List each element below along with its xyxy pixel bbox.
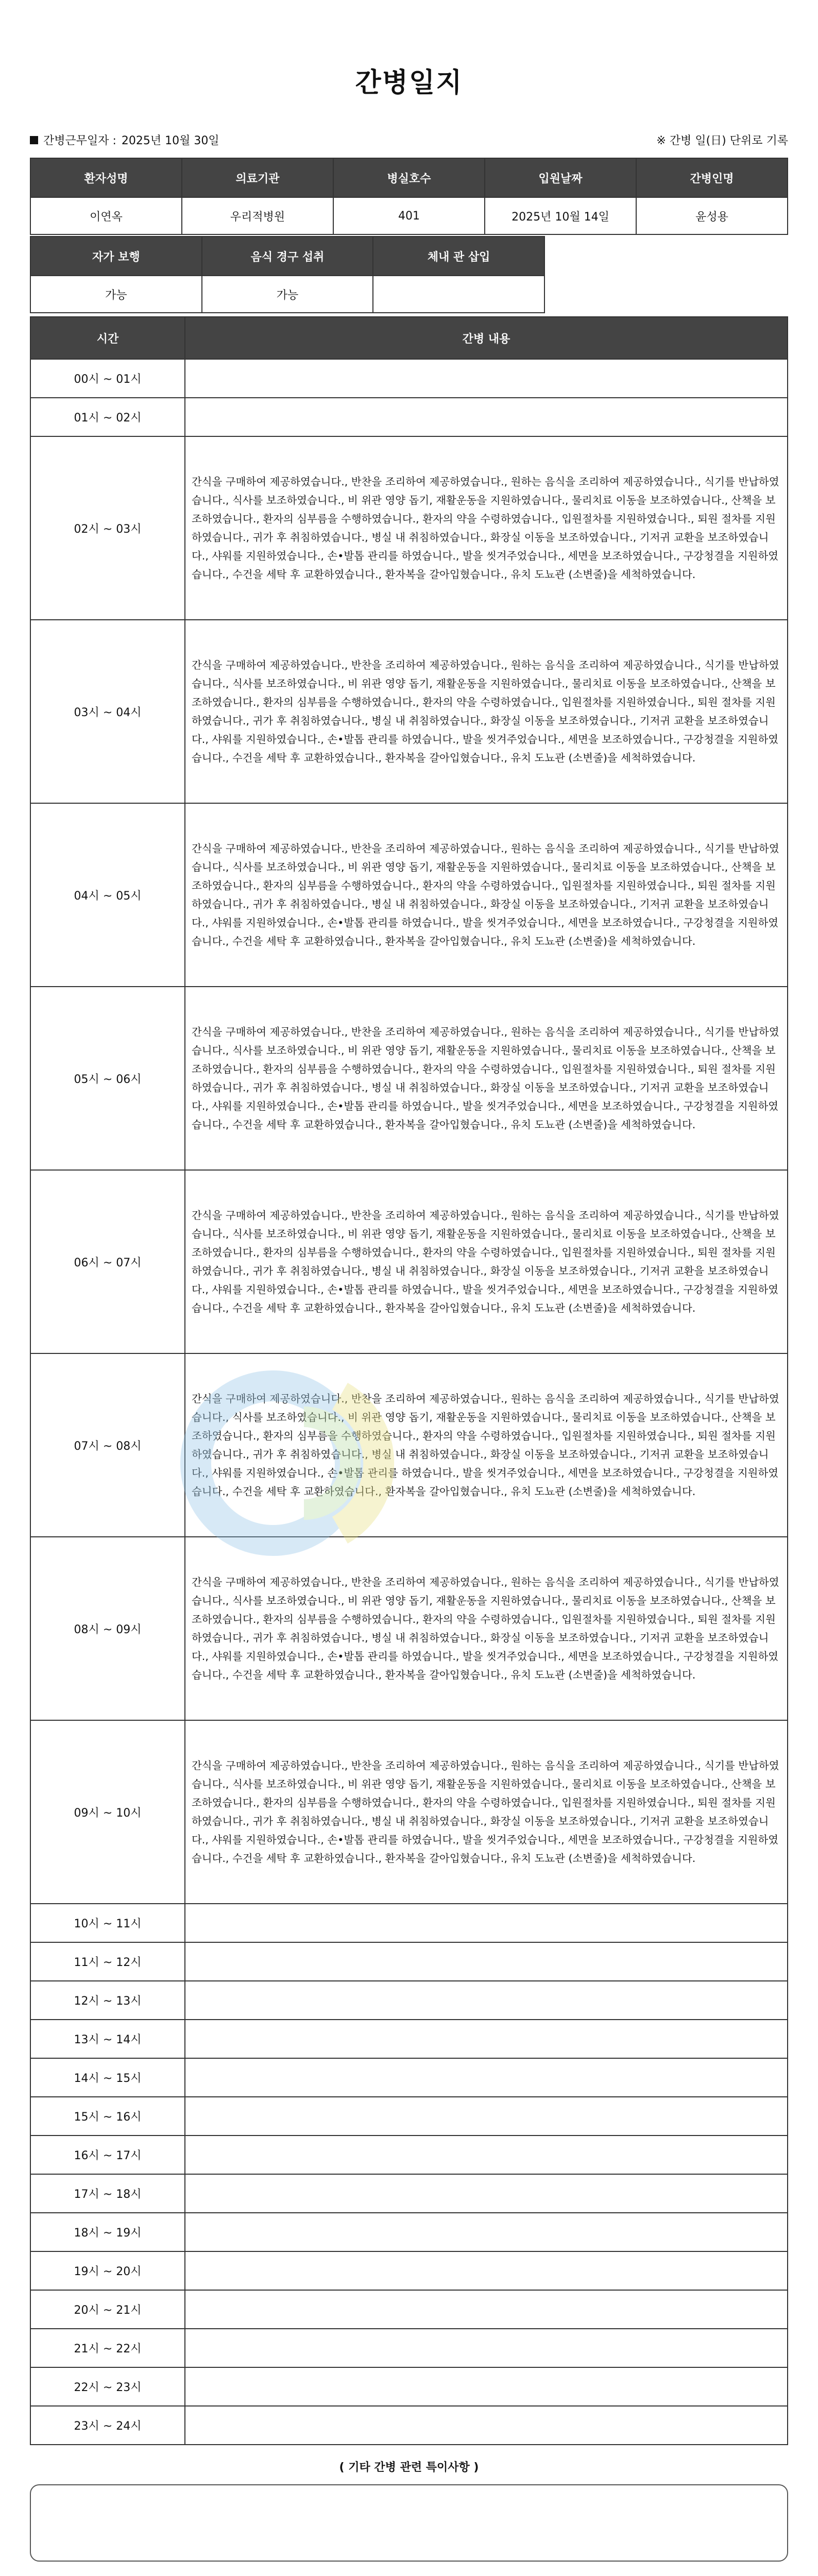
log-row (30, 2213, 788, 2251)
header-self-walking: 자가 보행 (30, 236, 202, 276)
log-content (185, 2020, 788, 2058)
header-care-content: 간병 내용 (185, 317, 788, 359)
log-row (30, 2406, 788, 2445)
log-time: 15시 ~ 16시 (30, 2097, 185, 2136)
header-time: 시간 (30, 317, 185, 359)
log-content (185, 2213, 788, 2251)
log-content (185, 2251, 788, 2290)
log-content (185, 2097, 788, 2136)
log-time: 21시 ~ 22시 (30, 2329, 185, 2367)
log-content: 간식을 구매하여 제공하였습니다., 반찬을 조리하여 제공하였습니다., 원하는 음식을 조리하여 제공하였습니다., 식기를 반납하였습니다., 식사를 보조하였습니다., 비 위관 영양 돕기, 재활운동을 지원하였습니다., 물리치료 이동을 보조하였습니다., 산책을 보조하였습니다., 환자의 심부름을 수행하였습니다., 환자의 약을 수령하였습니다., 입원절차를 지원하였습니다., 퇴원 절차를 지원하였습니다., 귀가 후 취침하였습니다., 병실 내 취침하였습니다., 화장실 이동을 보조하였습니다., 기저귀 교환을 보조하였습니다., 샤워를 지원하였습니다., 손•발톱 관리를 하였습니다., 발을 씻겨주었습니다., 세면을 보조하였습니다., 구강청결을 지원하였습니다., 수건을 세탁 후 교환하였습니다., 환자복을 갈아입혔습니다., 유치 도뇨관 (소변줄)을 세척하였습니다. (185, 1353, 788, 1537)
log-time: 23시 ~ 24시 (30, 2406, 185, 2445)
header-room-number: 병실호수 (333, 158, 485, 197)
log-time: 11시 ~ 12시 (30, 1942, 185, 1981)
log-row (30, 803, 788, 987)
log-content: 간식을 구매하여 제공하였습니다., 반찬을 조리하여 제공하였습니다., 원하는 음식을 조리하여 제공하였습니다., 식기를 반납하였습니다., 식사를 보조하였습니다., 비 위관 영양 돕기, 재활운동을 지원하였습니다., 물리치료 이동을 보조하였습니다., 산책을 보조하였습니다., 환자의 심부름을 수행하였습니다., 환자의 약을 수령하였습니다., 입원절차를 지원하였습니다., 퇴원 절차를 지원하였습니다., 귀가 후 취침하였습니다., 병실 내 취침하였습니다., 화장실 이동을 보조하였습니다., 기저귀 교환을 보조하였습니다., 샤워를 지원하였습니다., 손•발톱 관리를 하였습니다., 발을 씻겨주었습니다., 세면을 보조하였습니다., 구강청결을 지원하였습니다., 수건을 세탁 후 교환하였습니다., 환자복을 갈아입혔습니다., 유치 도뇨관 (소변줄)을 세척하였습니다. (185, 1170, 788, 1353)
log-content: 간식을 구매하여 제공하였습니다., 반찬을 조리하여 제공하였습니다., 원하는 음식을 조리하여 제공하였습니다., 식기를 반납하였습니다., 식사를 보조하였습니다., 비 위관 영양 돕기, 재활운동을 지원하였습니다., 물리치료 이동을 보조하였습니다., 산책을 보조하였습니다., 환자의 심부름을 수행하였습니다., 환자의 약을 수령하였습니다., 입원절차를 지원하였습니다., 퇴원 절차를 지원하였습니다., 귀가 후 취침하였습니다., 병실 내 취침하였습니다., 화장실 이동을 보조하였습니다., 기저귀 교환을 보조하였습니다., 샤워를 지원하였습니다., 손•발톱 관리를 하였습니다., 발을 씻겨주었습니다., 세면을 보조하였습니다., 구강청결을 지원하였습니다., 수건을 세탁 후 교환하였습니다., 환자복을 갈아입혔습니다., 유치 도뇨관 (소변줄)을 세척하였습니다. (185, 620, 788, 803)
patient-name: 이연옥 (30, 197, 182, 234)
log-row (30, 2174, 788, 2213)
log-time: 09시 ~ 10시 (30, 1720, 185, 1904)
log-time: 14시 ~ 15시 (30, 2058, 185, 2097)
log-content: 간식을 구매하여 제공하였습니다., 반찬을 조리하여 제공하였습니다., 원하는 음식을 조리하여 제공하였습니다., 식기를 반납하였습니다., 식사를 보조하였습니다., 비 위관 영양 돕기, 재활운동을 지원하였습니다., 물리치료 이동을 보조하였습니다., 산책을 보조하였습니다., 환자의 심부름을 수행하였습니다., 환자의 약을 수령하였습니다., 입원절차를 지원하였습니다., 퇴원 절차를 지원하였습니다., 귀가 후 취침하였습니다., 병실 내 취침하였습니다., 화장실 이동을 보조하였습니다., 기저귀 교환을 보조하였습니다., 샤워를 지원하였습니다., 손•발톱 관리를 하였습니다., 발을 씻겨주었습니다., 세면을 보조하였습니다., 구강청결을 지원하였습니다., 수건을 세탁 후 교환하였습니다., 환자복을 갈아입혔습니다., 유치 도뇨관 (소변줄)을 세척하였습니다. (185, 436, 788, 620)
log-time: 00시 ~ 01시 (30, 359, 185, 398)
log-content (185, 2329, 788, 2367)
log-row (30, 2136, 788, 2174)
log-time: 01시 ~ 02시 (30, 398, 185, 436)
log-time: 02시 ~ 03시 (30, 436, 185, 620)
daily-unit-note: ※ 간병 일(日) 단위로 기록 (656, 134, 788, 147)
log-time: 16시 ~ 17시 (30, 2136, 185, 2174)
log-row (30, 987, 788, 1170)
header-oral-intake: 음식 경구 섭취 (202, 236, 373, 276)
log-content (185, 359, 788, 398)
log-content: 간식을 구매하여 제공하였습니다., 반찬을 조리하여 제공하였습니다., 원하는 음식을 조리하여 제공하였습니다., 식기를 반납하였습니다., 식사를 보조하였습니다., 비 위관 영양 돕기, 재활운동을 지원하였습니다., 물리치료 이동을 보조하였습니다., 산책을 보조하였습니다., 환자의 심부름을 수행하였습니다., 환자의 약을 수령하였습니다., 입원절차를 지원하였습니다., 퇴원 절차를 지원하였습니다., 귀가 후 취침하였습니다., 병실 내 취침하였습니다., 화장실 이동을 보조하였습니다., 기저귀 교환을 보조하였습니다., 샤워를 지원하였습니다., 손•발톱 관리를 하였습니다., 발을 씻겨주었습니다., 세면을 보조하였습니다., 구강청결을 지원하였습니다., 수건을 세탁 후 교환하였습니다., 환자복을 갈아입혔습니다., 유치 도뇨관 (소변줄)을 세척하였습니다. (185, 987, 788, 1170)
log-content (185, 2367, 788, 2406)
admission-date: 2025년 10월 14일 (485, 197, 636, 234)
log-row (30, 2058, 788, 2097)
room-number: 401 (333, 197, 485, 234)
document-title: 간병일지 (355, 67, 463, 98)
self-walking-value: 가능 (30, 276, 202, 313)
log-row (30, 1170, 788, 1353)
log-content (185, 1981, 788, 2020)
log-row (30, 2329, 788, 2367)
log-time: 10시 ~ 11시 (30, 1904, 185, 1942)
tube-insertion-value (373, 276, 544, 313)
special-notes-box (30, 2484, 788, 2562)
log-time: 07시 ~ 08시 (30, 1353, 185, 1537)
log-content (185, 398, 788, 436)
log-row (30, 2251, 788, 2290)
log-row (30, 1981, 788, 2020)
log-row (30, 620, 788, 803)
log-time: 05시 ~ 06시 (30, 987, 185, 1170)
work-date-label: 간병근무일자 : (43, 134, 116, 147)
log-content (185, 2058, 788, 2097)
log-row (30, 1904, 788, 1942)
log-row (30, 2290, 788, 2329)
log-content (185, 2136, 788, 2174)
log-time: 03시 ~ 04시 (30, 620, 185, 803)
hourly-care-log-table (30, 316, 788, 2445)
log-content (185, 2290, 788, 2329)
oral-intake-value: 가능 (202, 276, 373, 313)
special-notes-heading: ( 기타 간병 관련 특이사항 ) (339, 2461, 479, 2474)
log-content (185, 1942, 788, 1981)
log-time: 17시 ~ 18시 (30, 2174, 185, 2213)
work-date-value: 2025년 10월 30일 (121, 134, 219, 147)
log-row (30, 2020, 788, 2058)
log-content (185, 1904, 788, 1942)
log-time: 08시 ~ 09시 (30, 1537, 185, 1720)
log-row (30, 436, 788, 620)
header-caregiver-name: 간병인명 (636, 158, 788, 197)
log-time: 18시 ~ 19시 (30, 2213, 185, 2251)
log-row (30, 2097, 788, 2136)
log-content: 간식을 구매하여 제공하였습니다., 반찬을 조리하여 제공하였습니다., 원하는 음식을 조리하여 제공하였습니다., 식기를 반납하였습니다., 식사를 보조하였습니다., 비 위관 영양 돕기, 재활운동을 지원하였습니다., 물리치료 이동을 보조하였습니다., 산책을 보조하였습니다., 환자의 심부름을 수행하였습니다., 환자의 약을 수령하였습니다., 입원절차를 지원하였습니다., 퇴원 절차를 지원하였습니다., 귀가 후 취침하였습니다., 병실 내 취침하였습니다., 화장실 이동을 보조하였습니다., 기저귀 교환을 보조하였습니다., 샤워를 지원하였습니다., 손•발톱 관리를 하였습니다., 발을 씻겨주었습니다., 세면을 보조하였습니다., 구강청결을 지원하였습니다., 수건을 세탁 후 교환하였습니다., 환자복을 갈아입혔습니다., 유치 도뇨관 (소변줄)을 세척하였습니다. (185, 1537, 788, 1720)
log-row (30, 1942, 788, 1981)
header-tube-insertion: 체내 관 삽입 (373, 236, 544, 276)
log-content (185, 2406, 788, 2445)
log-time: 20시 ~ 21시 (30, 2290, 185, 2329)
log-time: 04시 ~ 05시 (30, 803, 185, 987)
care-status-table (30, 236, 545, 313)
hospital-name: 우리적병원 (182, 197, 333, 234)
log-row (30, 2367, 788, 2406)
header-patient-name: 환자성명 (30, 158, 182, 197)
header-admission-date: 입원날짜 (485, 158, 636, 197)
log-row (30, 1353, 788, 1537)
log-row (30, 1720, 788, 1904)
log-time: 06시 ~ 07시 (30, 1170, 185, 1353)
log-time: 13시 ~ 14시 (30, 2020, 185, 2058)
log-content (185, 2174, 788, 2213)
log-row (30, 398, 788, 436)
work-date-row (30, 132, 788, 150)
log-time: 12시 ~ 13시 (30, 1981, 185, 2020)
log-time: 19시 ~ 20시 (30, 2251, 185, 2290)
log-content: 간식을 구매하여 제공하였습니다., 반찬을 조리하여 제공하였습니다., 원하는 음식을 조리하여 제공하였습니다., 식기를 반납하였습니다., 식사를 보조하였습니다., 비 위관 영양 돕기, 재활운동을 지원하였습니다., 물리치료 이동을 보조하였습니다., 산책을 보조하였습니다., 환자의 심부름을 수행하였습니다., 환자의 약을 수령하였습니다., 입원절차를 지원하였습니다., 퇴원 절차를 지원하였습니다., 귀가 후 취침하였습니다., 병실 내 취침하였습니다., 화장실 이동을 보조하였습니다., 기저귀 교환을 보조하였습니다., 샤워를 지원하였습니다., 손•발톱 관리를 하였습니다., 발을 씻겨주었습니다., 세면을 보조하였습니다., 구강청결을 지원하였습니다., 수건을 세탁 후 교환하였습니다., 환자복을 갈아입혔습니다., 유치 도뇨관 (소변줄)을 세척하였습니다. (185, 1720, 788, 1904)
log-time: 22시 ~ 23시 (30, 2367, 185, 2406)
caregiver-name: 윤성용 (636, 197, 788, 234)
log-content: 간식을 구매하여 제공하였습니다., 반찬을 조리하여 제공하였습니다., 원하는 음식을 조리하여 제공하였습니다., 식기를 반납하였습니다., 식사를 보조하였습니다., 비 위관 영양 돕기, 재활운동을 지원하였습니다., 물리치료 이동을 보조하였습니다., 산책을 보조하였습니다., 환자의 심부름을 수행하였습니다., 환자의 약을 수령하였습니다., 입원절차를 지원하였습니다., 퇴원 절차를 지원하였습니다., 귀가 후 취침하였습니다., 병실 내 취침하였습니다., 화장실 이동을 보조하였습니다., 기저귀 교환을 보조하였습니다., 샤워를 지원하였습니다., 손•발톱 관리를 하였습니다., 발을 씻겨주었습니다., 세면을 보조하였습니다., 구강청결을 지원하였습니다., 수건을 세탁 후 교환하였습니다., 환자복을 갈아입혔습니다., 유치 도뇨관 (소변줄)을 세척하였습니다. (185, 803, 788, 987)
log-row (30, 359, 788, 398)
log-row (30, 1537, 788, 1720)
square-bullet-icon (30, 136, 38, 144)
patient-info-table (30, 158, 788, 235)
header-hospital: 의료기관 (182, 158, 333, 197)
